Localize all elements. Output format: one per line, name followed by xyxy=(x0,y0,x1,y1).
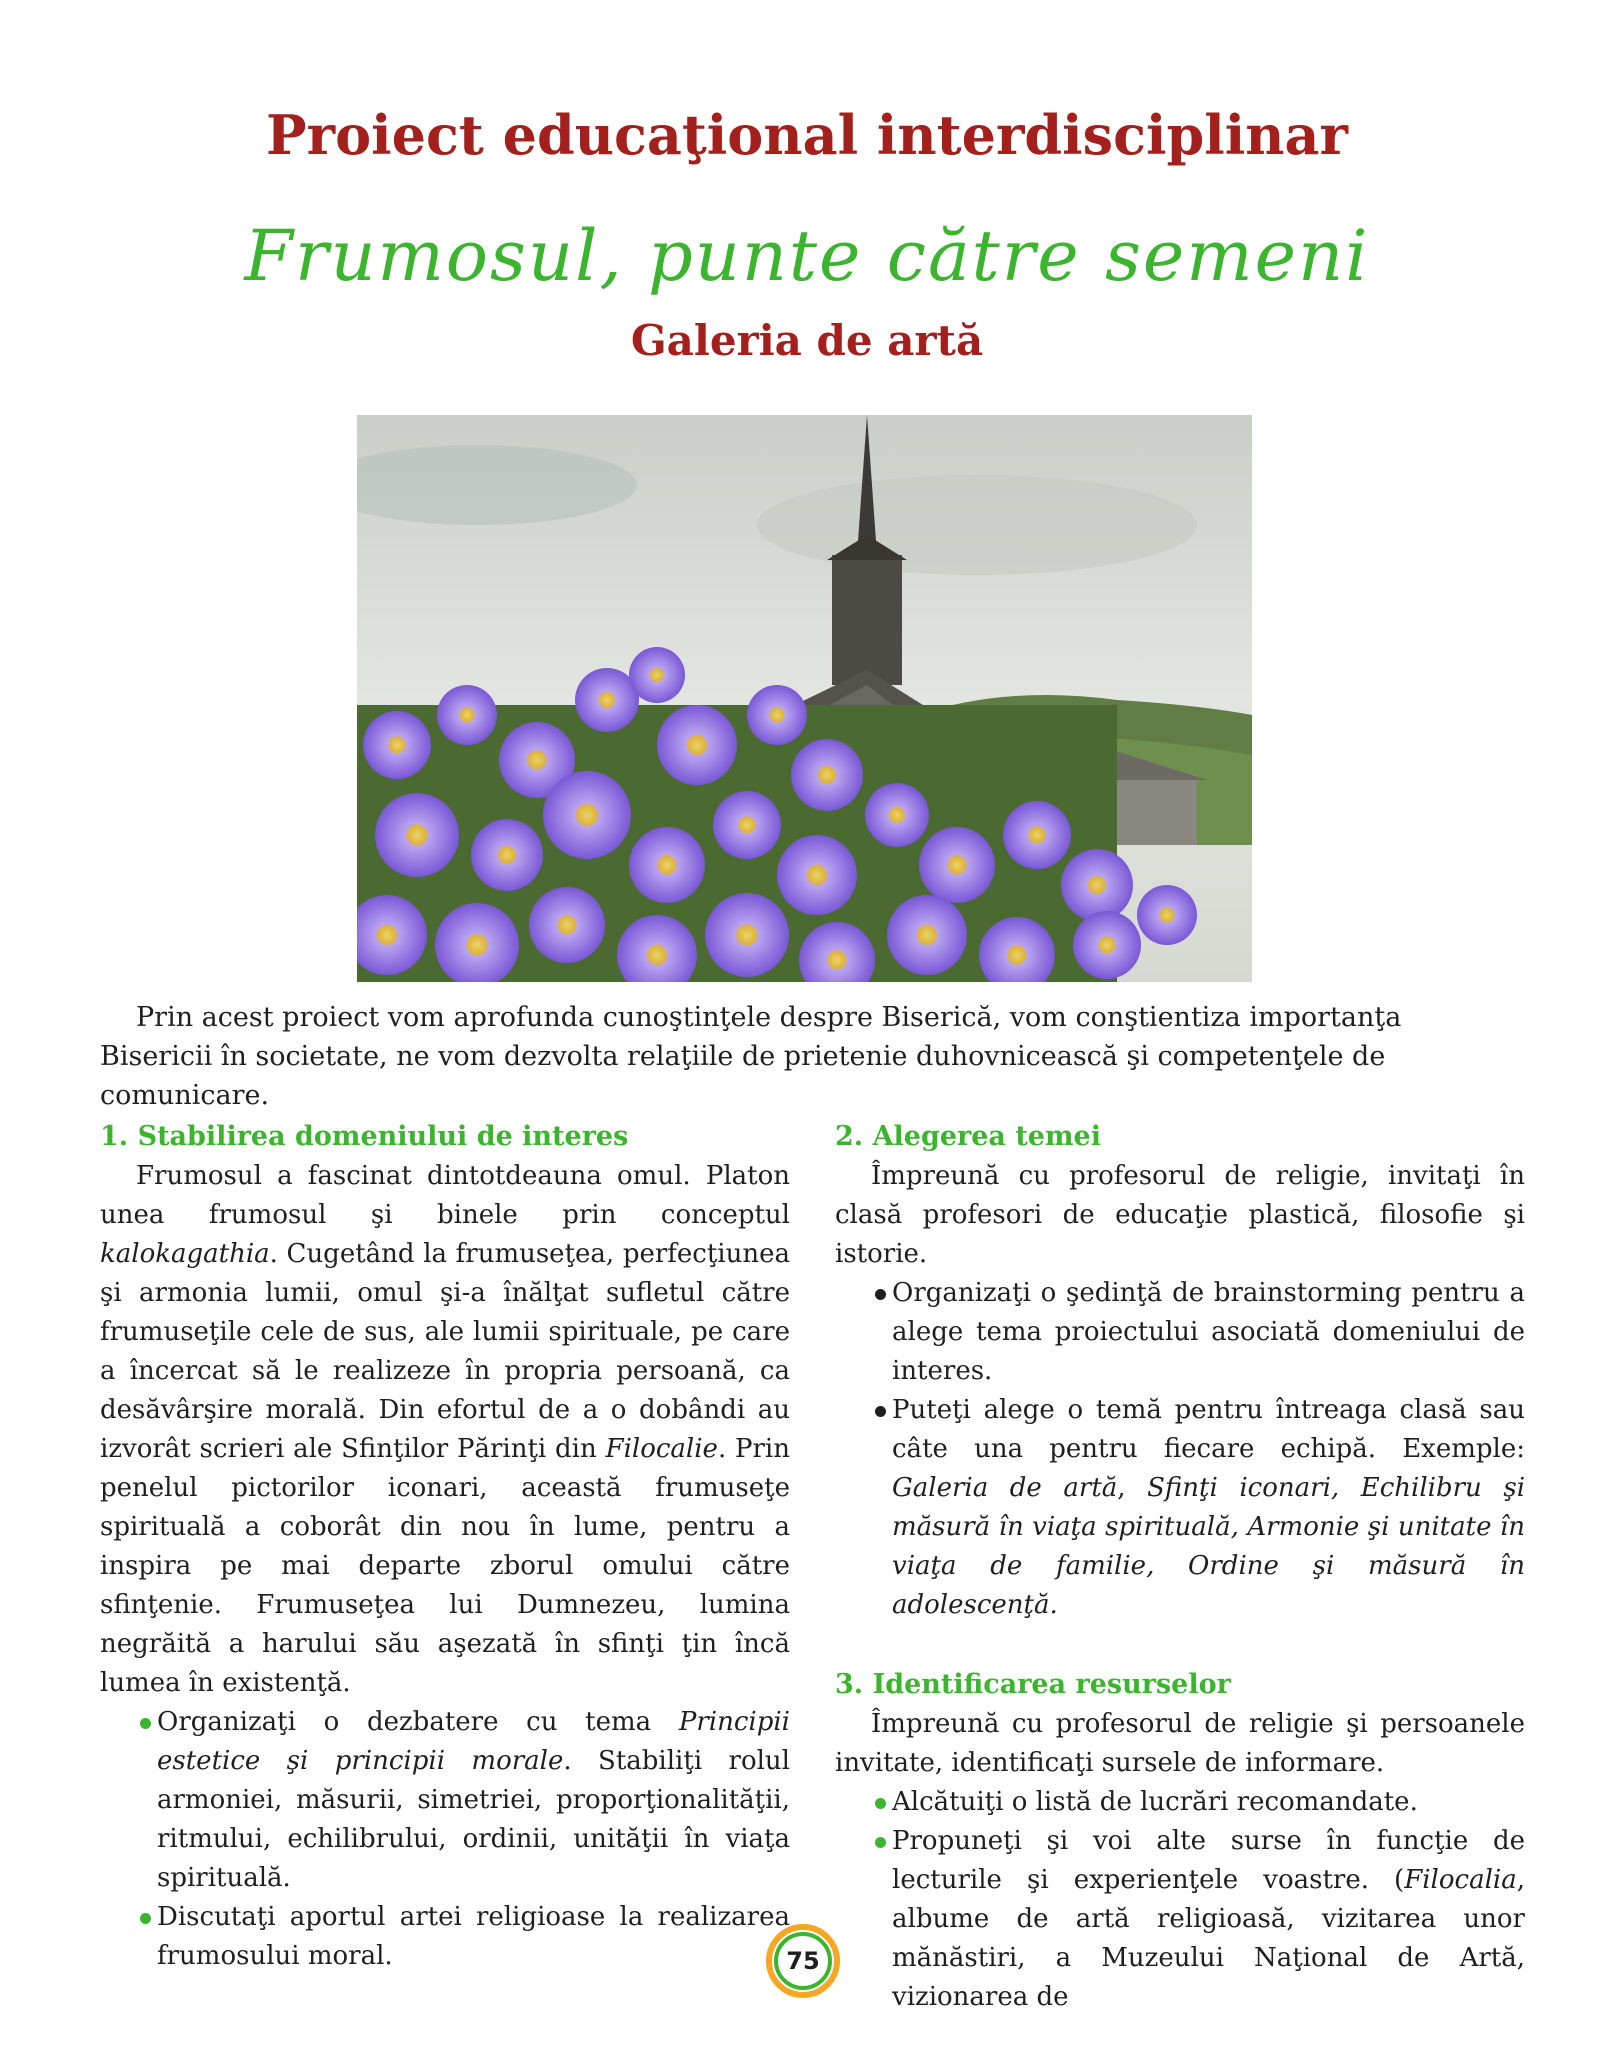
list-item: Organizaţi o şedinţă de brainstorming pentru a alege tema proiectului asociată domeniului de interes. xyxy=(835,1274,1525,1391)
intro-paragraph: Prin acest proiect vom aprofunda cunoştinţele despre Biserică, vom conştientiza importanţa Bisericii în societate, ne vom dezvolta relaţiile de prietenie duhovnicească şi competenţele de comunicare. xyxy=(100,1002,1402,1111)
section-paragraph-domain: Frumosul a fascinat dintotdeauna omul. Platon unea frumosul şi binele prin conceptul kalokagathia. Cugetând la frumuseţea, perfecţiunea şi armonia lumii, omul şi-a înălţat sufletul către frumuseţile cele de sus, ale lumii spirituale, pe care a încercat să le realizeze în propria persoană, ca desăvârşire morală. Din efortul de a o dobândi au izvorât scrieri ale Sfinţilor Părinţi din Filocalie. Prin penelul pictorilor iconari, această frumuseţe spirituală a coborât din nou în lume, pentru a inspira pe mai departe zborul omului către sfinţenie. Frumuseţea lui Dumnezeu, lumina negrăită a harului său aşezată în sfinţi ţin încă lumea în existenţă. xyxy=(100,1161,790,1698)
list-item: Organizaţi o dezbatere cu tema Principii estetice şi principii morale. Stabiliţi rolul armoniei, măsurii, simetriei, proporţionalităţii, ritmului, echilibrului, ordinii, unităţii în viaţa spirituală. xyxy=(100,1703,790,1898)
bullet-icon xyxy=(875,1798,886,1809)
section-paragraph-resources: Împreună cu profesorul de religie şi persoanele invitate, identificaţi sursele de informare. xyxy=(835,1709,1525,1778)
section-heading-resources: 3. Identificarea resurselor xyxy=(835,1669,1231,1700)
right-column xyxy=(835,1117,1525,2017)
page-number: 75 xyxy=(786,1947,820,1975)
spacer xyxy=(835,1625,1525,1665)
bullet-icon xyxy=(875,1837,886,1848)
page-title: Proiect educaţional interdisciplinar xyxy=(266,103,1348,167)
project-subtitle: Galeria de artă xyxy=(630,316,984,365)
project-title: Frumosul, punte către semeni xyxy=(244,215,1370,297)
bullet-list-resources xyxy=(835,1783,1525,2017)
bullet-list-domain xyxy=(100,1703,790,1976)
bullet-list-theme xyxy=(835,1274,1525,1625)
list-item: Propuneţi şi voi alte surse în funcţie de lecturile şi experienţele voastre. (Filocalia, albume de artă religioasă, vizitarea unor mănăstiri, a Muzeului Naţional de Artă, vizionarea de xyxy=(835,1822,1525,2017)
list-item: Discutaţi aportul artei religioase la realizarea frumosului moral. xyxy=(100,1898,790,1976)
section-heading-domain: 1. Stabilirea domeniului de interes xyxy=(100,1121,629,1152)
bullet-icon xyxy=(140,1718,151,1729)
section-heading-theme: 2. Alegerea temei xyxy=(835,1121,1101,1152)
page-number-badge xyxy=(765,1923,841,1999)
bullet-icon xyxy=(140,1913,151,1924)
list-item: Puteţi alege o temă pentru întreaga clasă sau câte una pentru fiecare echipă. Exemple: Galeria de artă, Sfinţi iconari, Echilibru şi măsură în viaţa spirituală, Armonie şi unitate în viaţa de familie, Ordine şi măsură în adolescenţă. xyxy=(835,1391,1525,1625)
left-column xyxy=(100,1117,790,1976)
church-with-purple-asters-photo xyxy=(357,415,1252,982)
bullet-icon xyxy=(875,1289,886,1300)
section-paragraph-theme: Împreună cu profesorul de religie, invitaţi în clasă profesori de educaţie plastică, filosofie şi istorie. xyxy=(835,1161,1525,1269)
bullet-icon xyxy=(875,1406,886,1417)
list-item: Alcătuiţi o listă de lucrări recomandate. xyxy=(835,1783,1525,1822)
